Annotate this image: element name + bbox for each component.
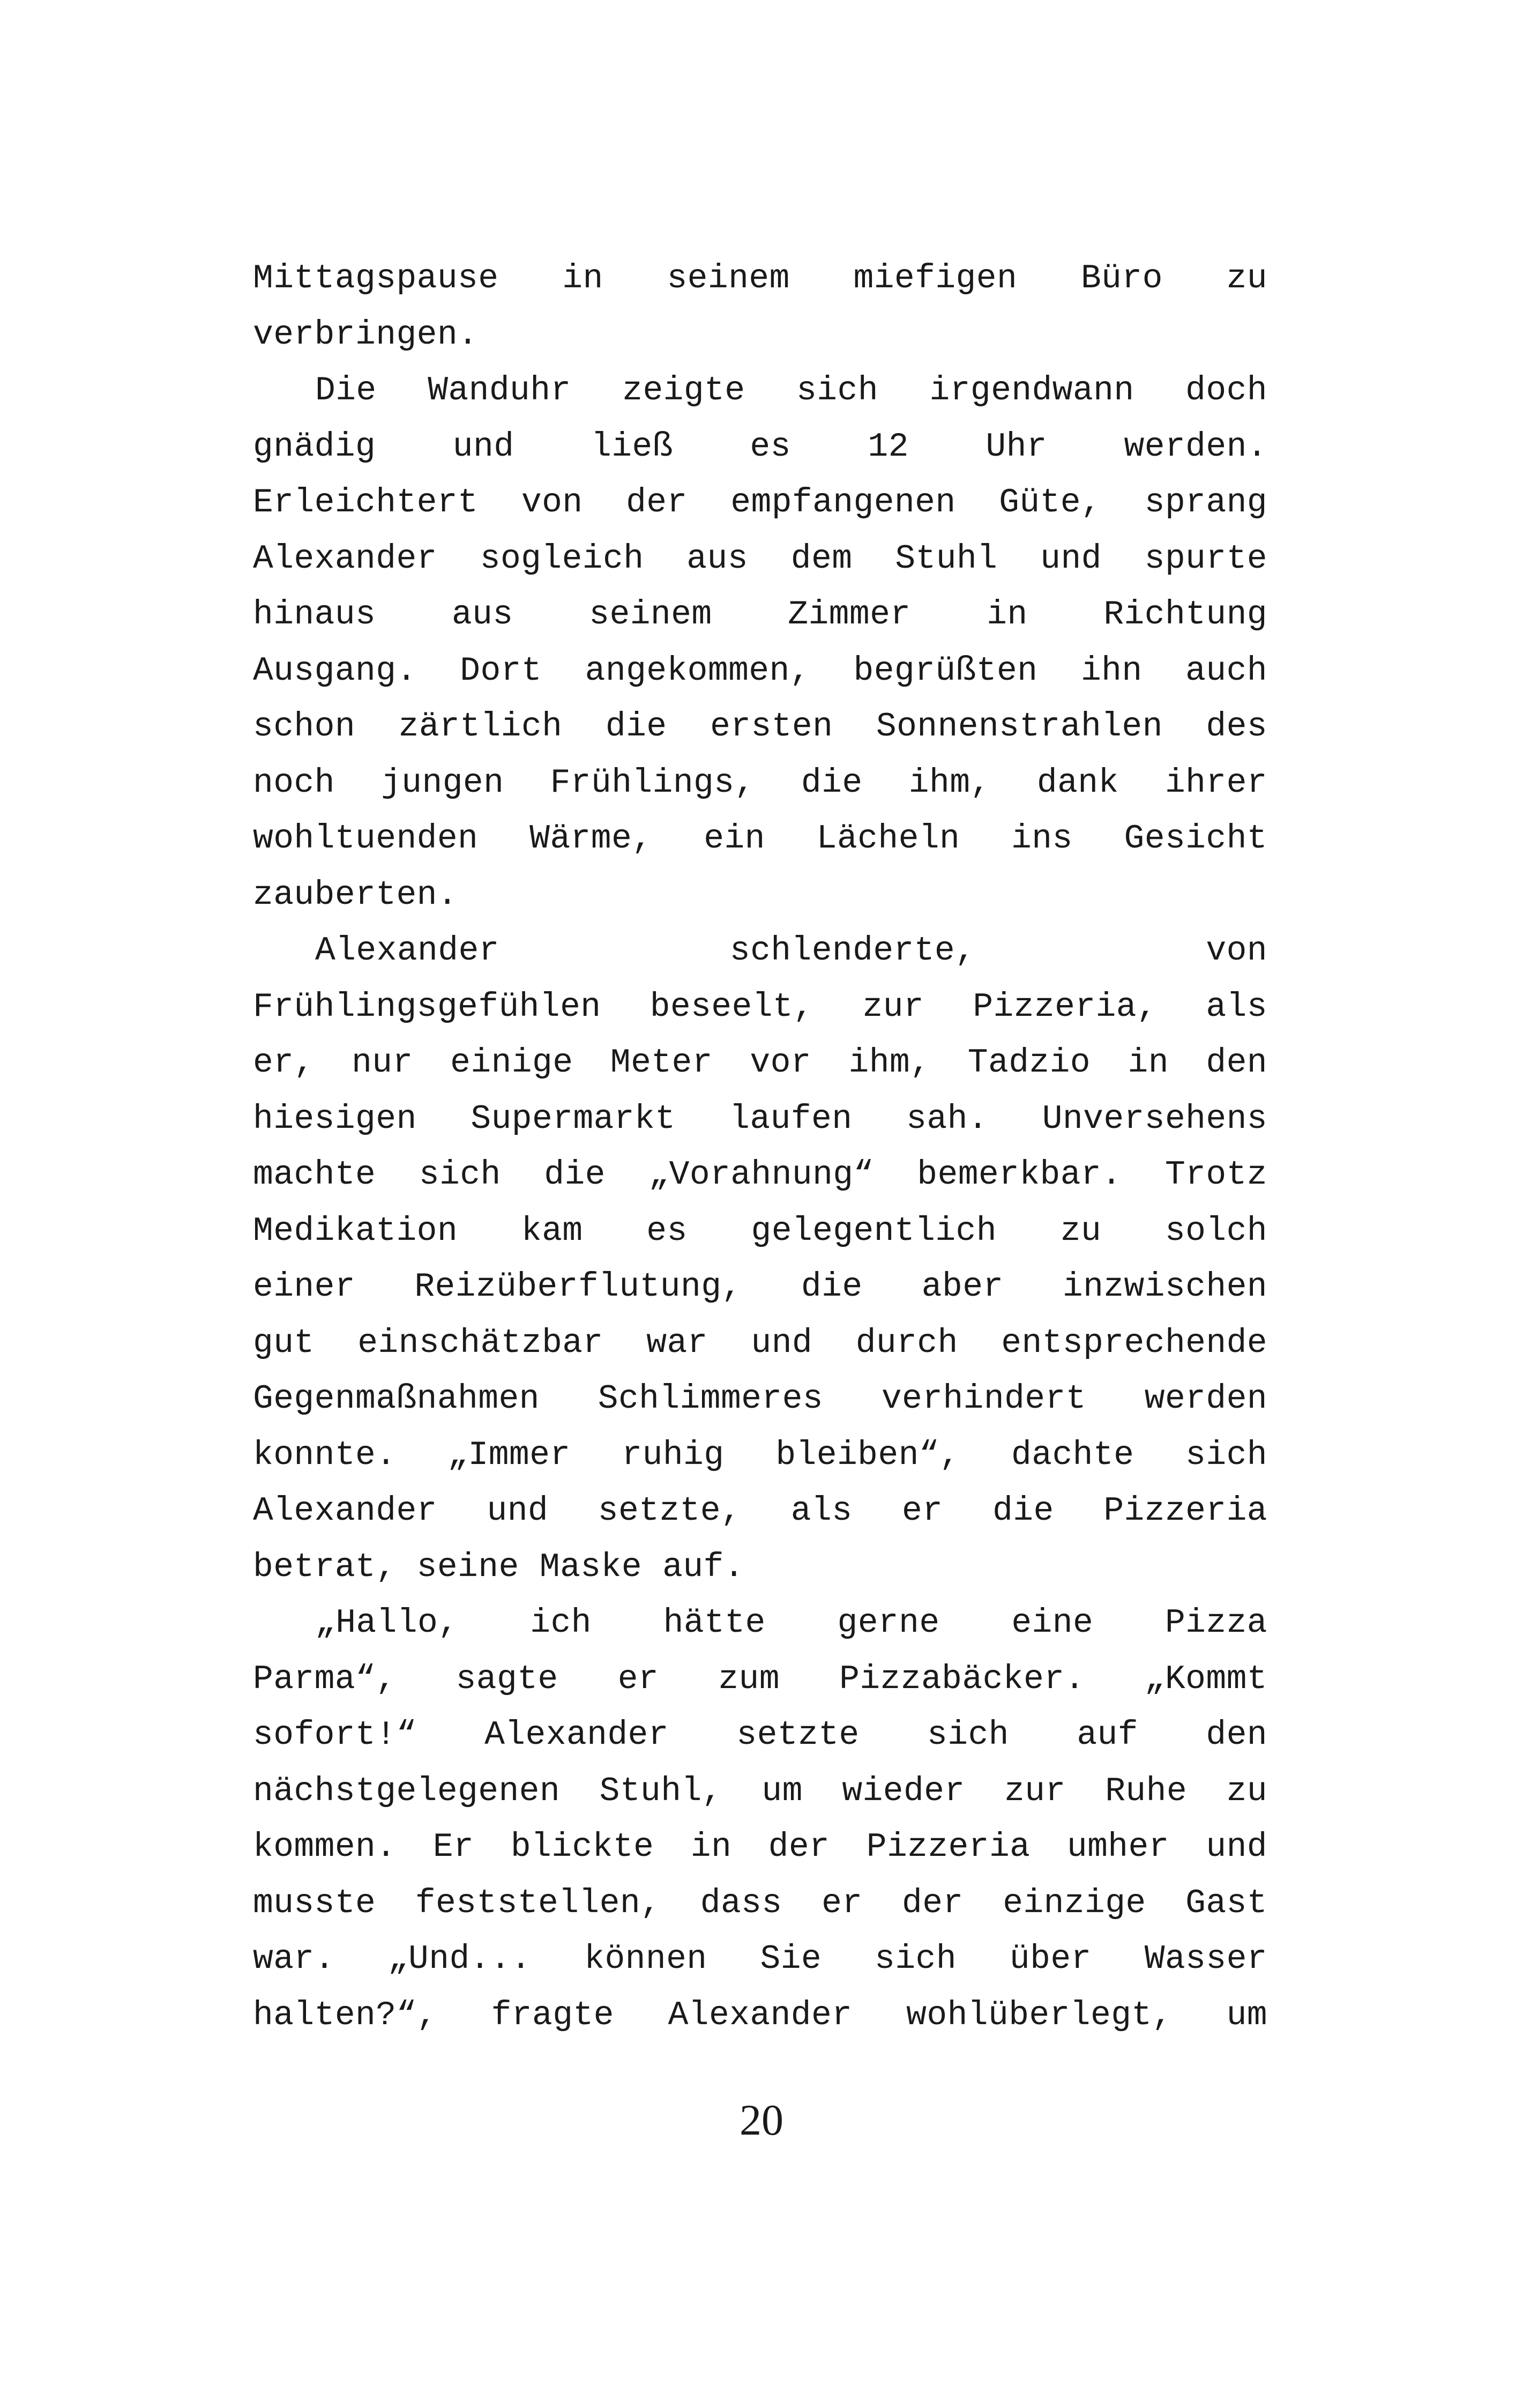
text-line: musste feststellen, dass er der einzige Gast [253, 1884, 1267, 1922]
text-line: war. „Und... können Sie sich über Wasser [253, 1940, 1267, 1978]
text-line: betrat, seine Maske auf. [253, 1548, 744, 1586]
text-line: hiesigen Supermarkt laufen sah. Unversehens [253, 1099, 1267, 1138]
text-line: verbringen. [253, 315, 479, 354]
text-line: hinaus aus seinem Zimmer in Richtung [253, 596, 1267, 634]
page-number: 20 [740, 2095, 783, 2144]
text-line: Frühlingsgefühlen beseelt, zur Pizzeria, als [253, 987, 1267, 1026]
text-line: wohltuenden Wärme, ein Lächeln ins Gesicht [253, 820, 1267, 858]
text-line: Erleichtert von der empfangenen Güte, sprang [253, 484, 1267, 522]
text-line: nächstgelegenen Stuhl, um wieder zur Ruhe zu [253, 1772, 1267, 1810]
text-line: halten?“, fragte Alexander wohlüberlegt, um [253, 1996, 1267, 2034]
text-line: „Hallo, ich hätte gerne eine Pizza [315, 1604, 1267, 1642]
text-line: Alexander sogleich aus dem Stuhl und spurte [253, 539, 1267, 578]
text-line: Alexander und setzte, als er die Pizzeria [253, 1492, 1267, 1530]
text-line: machte sich die „Vorahnung“ bemerkbar. Trotz [253, 1156, 1267, 1194]
text-line: kommen. Er blickte in der Pizzeria umher und [253, 1828, 1267, 1866]
text-line: Mittagspause in seinem miefigen Büro zu [253, 259, 1267, 298]
text-line: Parma“, sagte er zum Pizzabäcker. „Kommt [253, 1660, 1267, 1698]
text-line: schon zärtlich die ersten Sonnenstrahlen des [253, 708, 1267, 746]
text-line: einer Reizüberflutung, die aber inzwischen [253, 1268, 1267, 1306]
text-line: Ausgang. Dort angekommen, begrüßten ihn auch [253, 651, 1267, 690]
text-line: konnte. „Immer ruhig bleiben“, dachte sich [253, 1436, 1267, 1474]
body-text [253, 251, 1267, 2043]
text-line: noch jungen Frühlings, die ihm, dank ihrer [253, 763, 1267, 802]
text-line: zauberten. [253, 875, 458, 914]
text-line: Die Wanduhr zeigte sich irgendwann doch [315, 371, 1267, 410]
text-line: gnädig und ließ es 12 Uhr werden. [253, 427, 1267, 466]
text-line: Gegenmaßnahmen Schlimmeres verhindert werden [253, 1380, 1267, 1418]
text-line: sofort!“ Alexander setzte sich auf den [253, 1716, 1267, 1754]
text-line: gut einschätzbar war und durch entsprechende [253, 1324, 1267, 1362]
text-line: Medikation kam es gelegentlich zu solch [253, 1212, 1267, 1250]
text-line: er, nur einige Meter vor ihm, Tadzio in den [253, 1044, 1267, 1082]
text-line: Alexander schlenderte, von [315, 932, 1267, 970]
